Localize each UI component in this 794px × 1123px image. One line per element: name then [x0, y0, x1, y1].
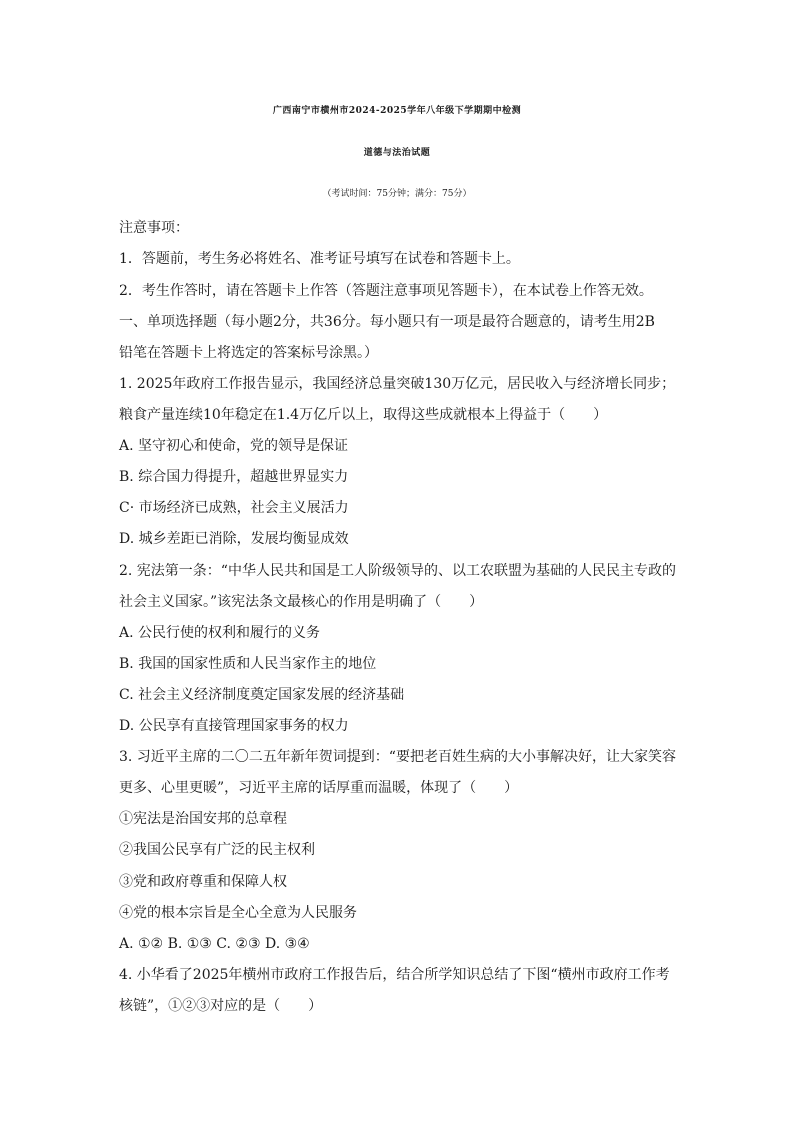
- exam-title: 广西南宁市横州市2024-2025学年八年级下学期期中检测: [272, 106, 522, 116]
- question-1-stem-line-2: 粮食产量连续10年稳定在1.4万亿斤以上，取得这些成就根本上得益于（ ）: [119, 407, 608, 423]
- question-2-stem-line-1: 2. 宪法第一条：“中华人民共和国是工人阶级领导的、以工农联盟为基础的人民民主专政的: [119, 563, 676, 579]
- question-3-statement-3: ③党和政府尊重和保障人权: [119, 874, 287, 890]
- notice-item-2: 2．考生作答时，请在答题卡上作答（答题注意事项见答题卡），在本试卷上作答无效。: [119, 283, 653, 299]
- question-3-statement-2: ②我国公民享有广泛的民主权利: [119, 842, 315, 858]
- question-2-option-d: D. 公民享有直接管理国家事务的权力: [119, 718, 349, 734]
- question-3-statement-1: ①宪法是治国安邦的总章程: [119, 811, 287, 827]
- section-heading-line-2: 铅笔在答题卡上将选定的答案标号涂黑。）: [119, 345, 378, 361]
- exam-info: （考试时间：75分钟；满分：75分）: [322, 189, 472, 199]
- question-1-option-d: D. 城乡差距已消除，发展均衡显成效: [119, 531, 349, 547]
- section-heading-line-1: 一、单项选择题（每小题2分，共36分。每小题只有一项是最符合题意的，请考生用2B: [119, 314, 655, 330]
- question-2-stem-line-2: 社会主义国家。”该宪法条文最核心的作用是明确了（ ）: [119, 594, 484, 610]
- question-4-stem-line-1: 4. 小华看了2025年横州市政府工作报告后，结合所学知识总结了下图“横州市政府工作考: [119, 967, 670, 983]
- question-3-options: A. ①② B. ①③ C. ②③ D. ③④: [119, 936, 310, 952]
- question-1-stem-line-1: 1. 2025年政府工作报告显示，我国经济总量突破130万亿元，居民收入与经济增长同步；: [119, 376, 676, 392]
- question-3-stem-line-1: 3. 习近平主席的二〇二五年新年贺词提到：“要把老百姓生病的大小事解决好，让大家笑容: [119, 749, 676, 765]
- question-2-option-a: A. 公民行使的权利和履行的义务: [119, 625, 321, 641]
- exam-subject-title: 道德与法治试题: [363, 148, 431, 158]
- question-2-option-b: B. 我国的国家性质和人民当家作主的地位: [119, 656, 377, 672]
- question-3-statement-4: ④党的根本宗旨是全心全意为人民服务: [119, 905, 357, 921]
- notice-heading: 注意事项：: [119, 220, 189, 236]
- question-1-option-c: C· 市场经济已成熟，社会主义展活力: [119, 500, 349, 516]
- notice-item-1: 1．答题前，考生务必将姓名、准考证号填写在试卷和答题卡上。: [119, 251, 520, 267]
- question-3-stem-line-2: 更多、心里更暖”，习近平主席的话厚重而温暖，体现了（ ）: [119, 780, 519, 796]
- question-1-option-b: B. 综合国力得提升，超越世界显实力: [119, 469, 349, 485]
- question-1-option-a: A. 坚守初心和使命，党的领导是保证: [119, 438, 349, 454]
- question-4-stem-line-2: 核链”，①②③对应的是（ ）: [119, 998, 323, 1014]
- question-2-option-c: C. 社会主义经济制度奠定国家发展的经济基础: [119, 687, 405, 703]
